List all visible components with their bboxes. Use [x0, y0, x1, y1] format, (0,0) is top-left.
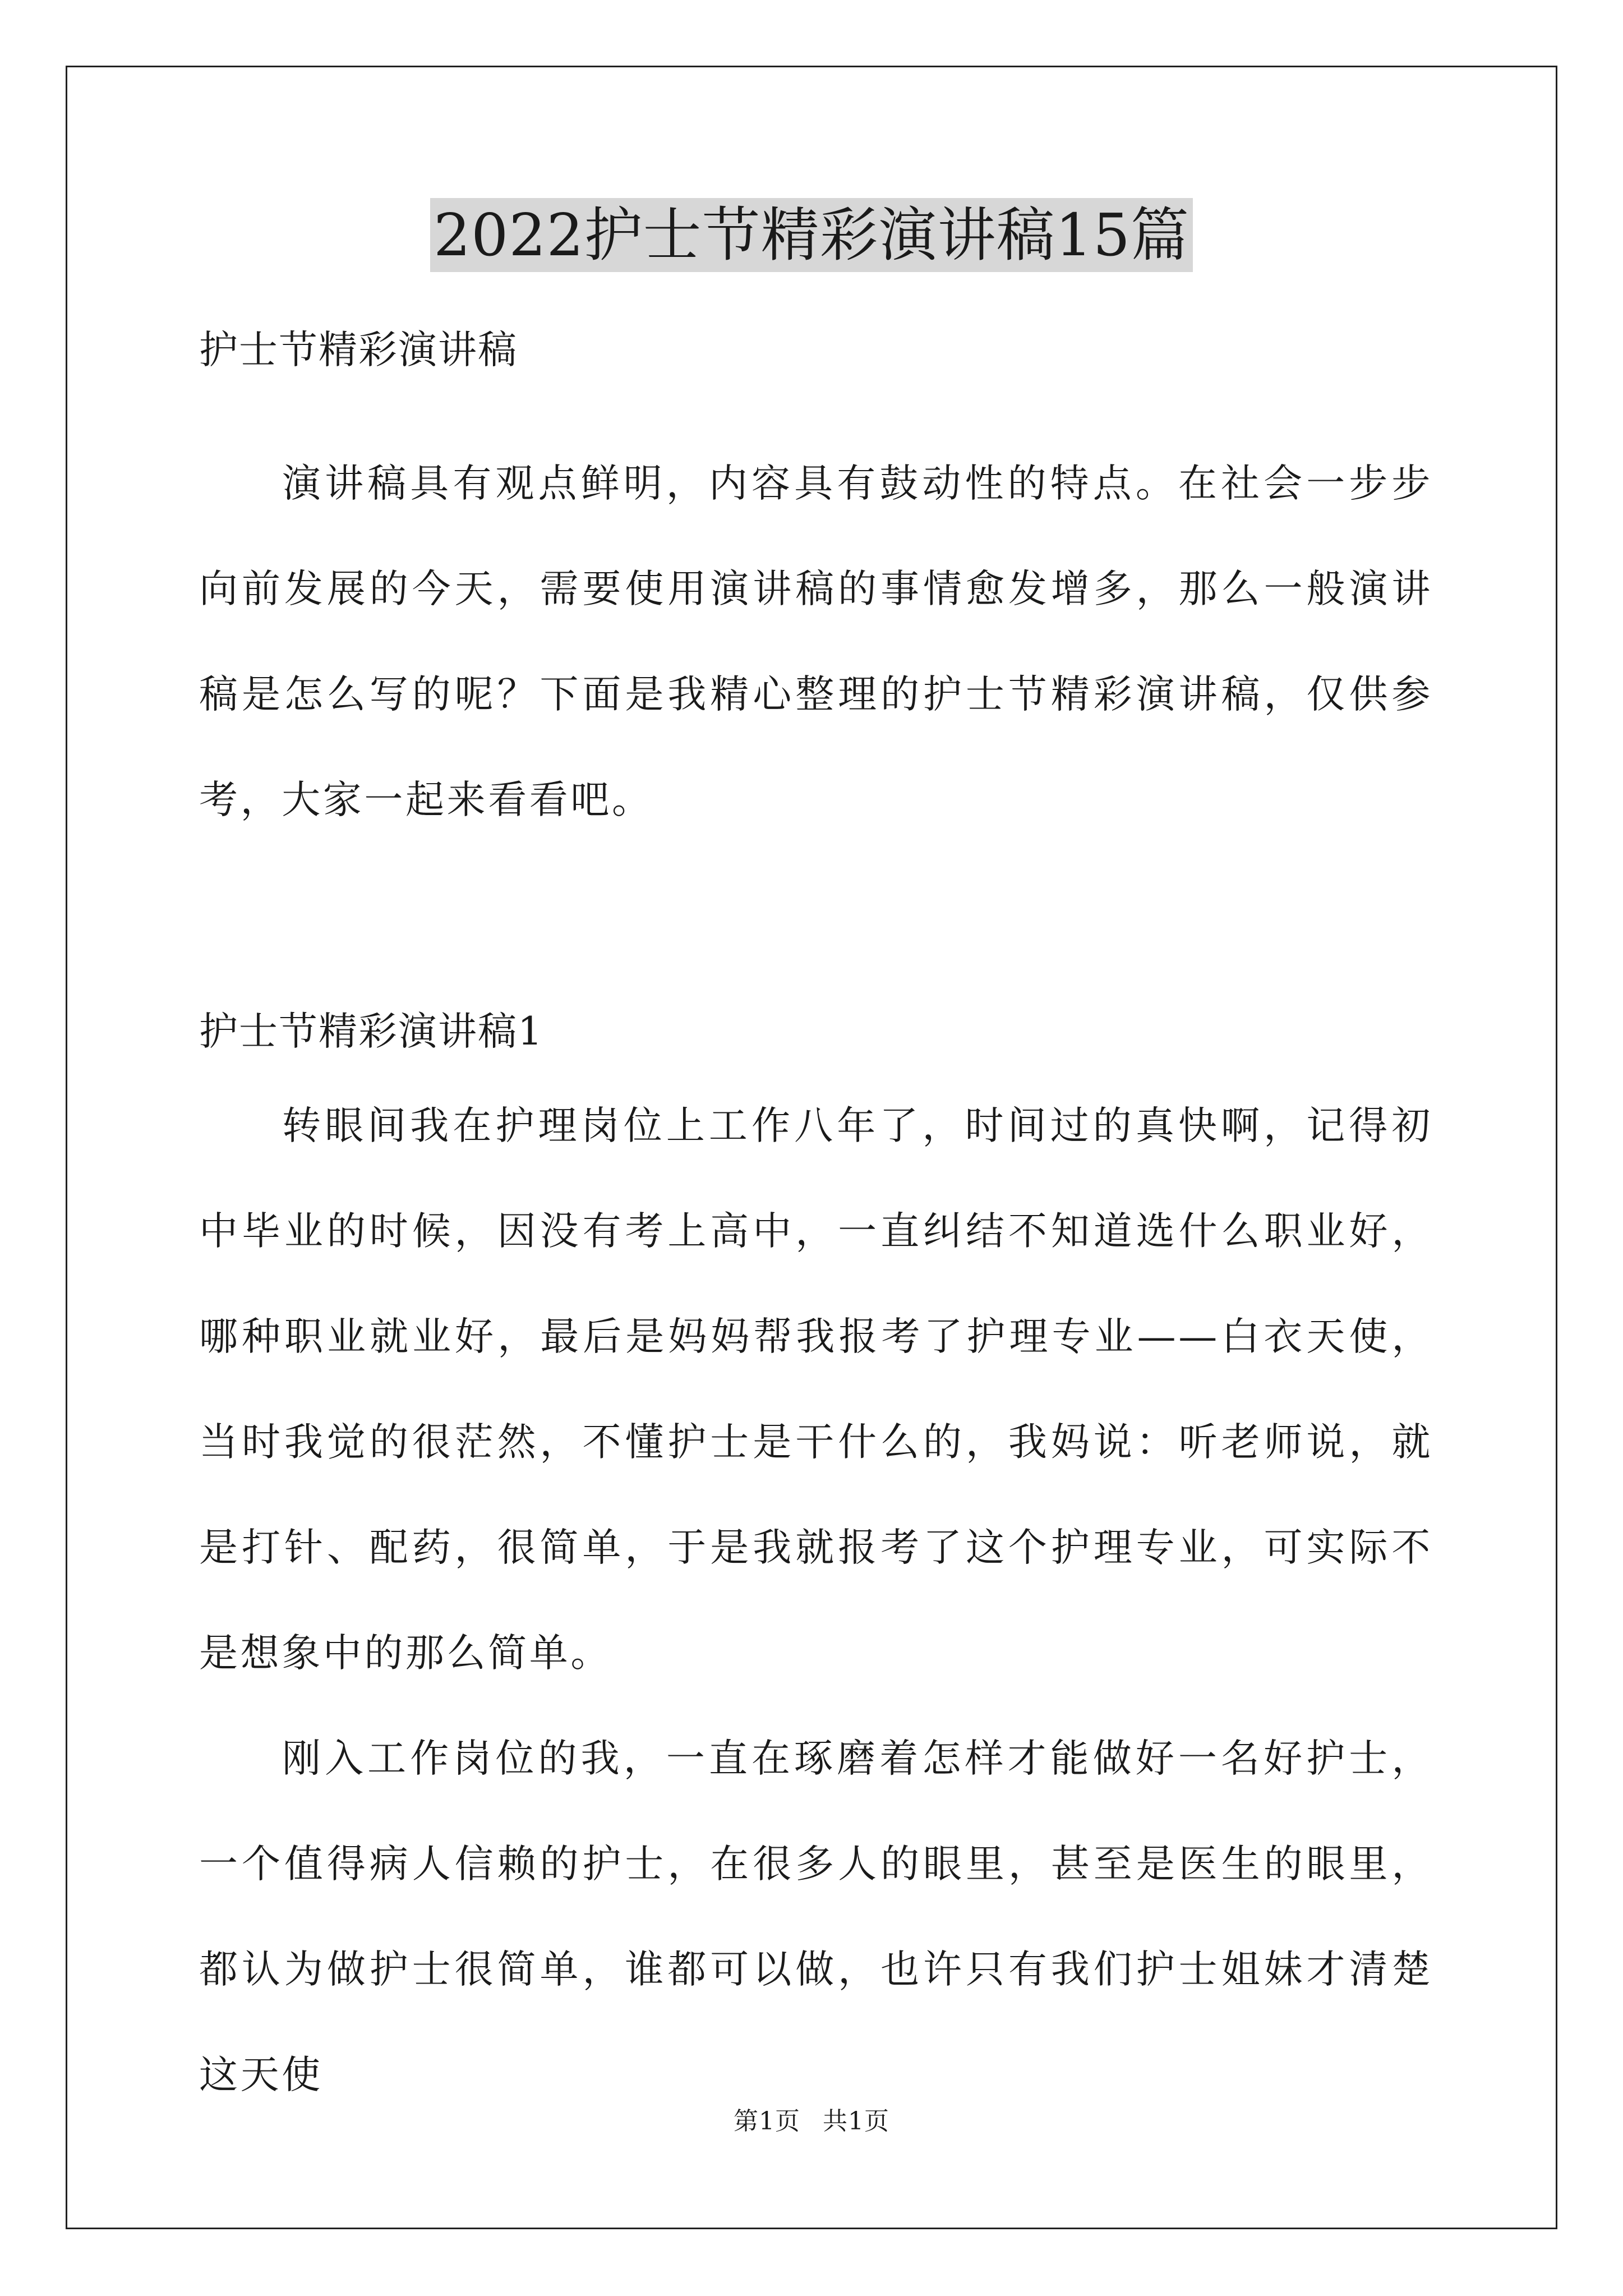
page-footer — [0, 2101, 1623, 2137]
intro-section — [199, 431, 1433, 853]
intro-paragraph: 演讲稿具有观点鲜明，内容具有鼓动性的特点。在社会一步步向前发展的今天，需要使用演讲稿的事情愈发增多，那么一般演讲稿是怎么写的呢？下面是我精心整理的护士节精彩演讲稿，仅供参考，大家一起来看看吧。 — [199, 461, 1433, 822]
section-1-paragraph-2: 刚入工作岗位的我，一直在琢磨着怎样才能做好一名好护士，一个值得病人信赖的护士，在很多人的眼里，甚至是医生的眼里，都认为做护士很简单，谁都可以做，也许只有我们护士姐妹才清楚这天使 — [199, 1736, 1433, 2097]
title-container — [0, 198, 1623, 272]
document-title: 2022护士节精彩演讲稿15篇 — [430, 198, 1193, 272]
section-1-body — [199, 1073, 1433, 2128]
section-1-paragraph-1: 转眼间我在护理岗位上工作八年了，时间过的真快啊，记得初中毕业的时候，因没有考上高中，一直纠结不知道选什么职业好，哪种职业就业好，最后是妈妈帮我报考了护理专业——白衣天使，当时我觉的很茫然，不懂护士是干什么的，我妈说：听老师说，就是打针、配药，很简单，于是我就报考了这个护理专业，可实际不是想象中的那么简单。 — [199, 1103, 1433, 1676]
page-number: 第1页 — [734, 2107, 800, 2136]
section-1-heading: 护士节精彩演讲稿1 — [199, 1009, 543, 1054]
intro-heading: 护士节精彩演讲稿 — [199, 328, 518, 372]
page-total: 共1页 — [823, 2107, 889, 2136]
